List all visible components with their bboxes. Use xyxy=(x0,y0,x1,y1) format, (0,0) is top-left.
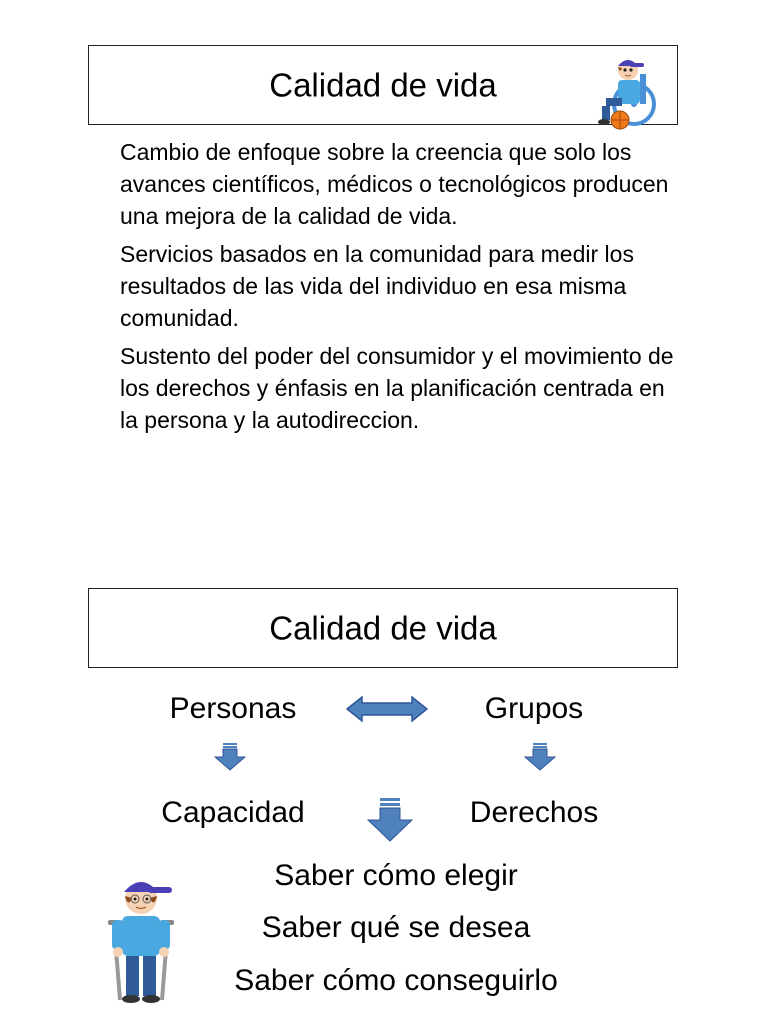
outcome-item: Saber cómo elegir xyxy=(274,859,518,892)
down-arrow-icon xyxy=(367,798,413,842)
slide-title: Calidad de vida xyxy=(269,609,497,647)
title-box xyxy=(88,45,678,125)
double-arrow-icon xyxy=(346,696,428,722)
paragraph-1: Cambio de enfoque sobre la creencia que solo los avances científicos, médicos o tecnológicos producen una mejora de la calidad de vida. xyxy=(120,139,669,229)
slide-2 xyxy=(0,512,768,1024)
label-grupos: Grupos xyxy=(484,692,584,725)
paragraph-3: Sustento del poder del consumidor y el movimiento de los derechos y énfasis en la planificación centrada en la persona y la autodireccion. xyxy=(120,343,674,433)
down-arrow-icon xyxy=(214,743,246,771)
paragraph-2: Servicios basados en la comunidad para medir los resultados de las vida del individuo en esa misma comunidad. xyxy=(120,241,634,331)
outcome-item: Saber qué se desea xyxy=(261,911,531,944)
crutches-child-icon xyxy=(106,872,176,1004)
wheelchair-child-icon xyxy=(596,52,664,132)
slide-title: Calidad de vida xyxy=(269,66,497,104)
title-box xyxy=(88,588,678,668)
label-capacidad: Capacidad xyxy=(161,796,305,829)
outcome-item: Saber cómo conseguirlo xyxy=(234,964,558,997)
label-personas: Personas xyxy=(169,692,297,725)
label-derechos: Derechos xyxy=(469,796,599,829)
body-text xyxy=(120,136,680,442)
down-arrow-icon xyxy=(524,743,556,771)
